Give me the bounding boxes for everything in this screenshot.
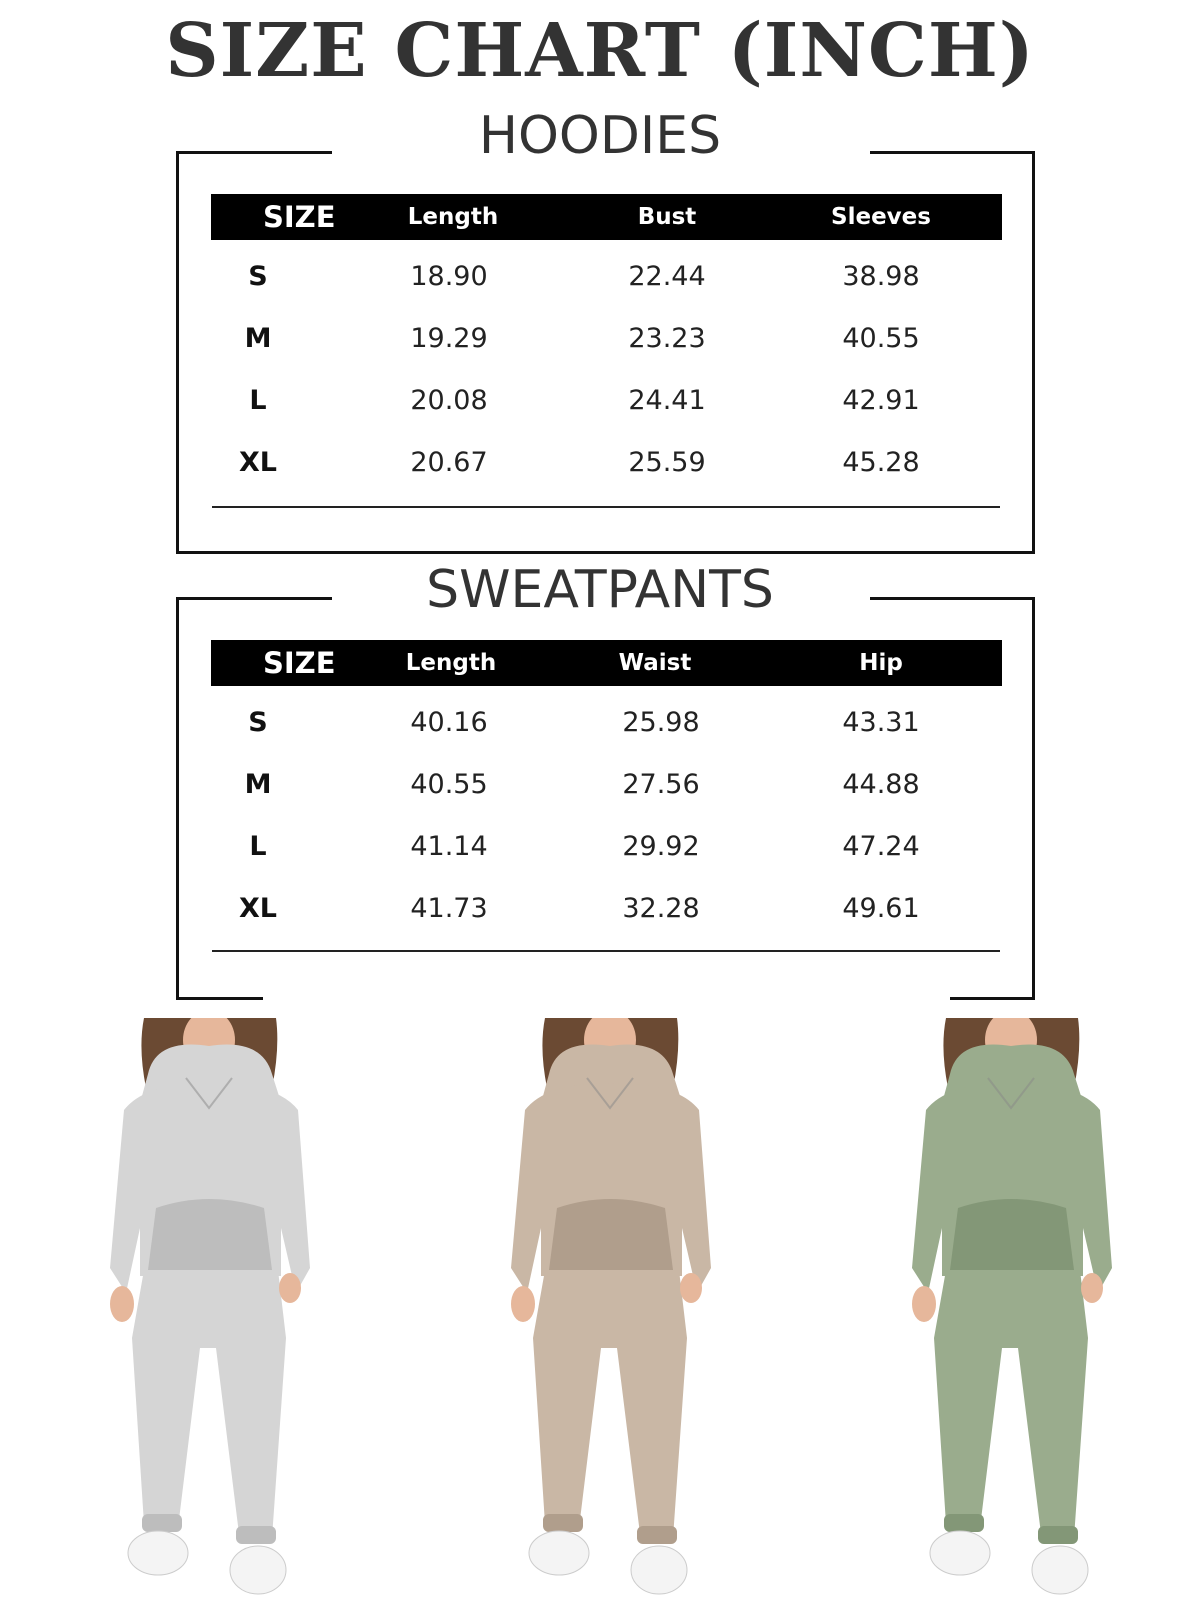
col-hip: Hip — [859, 650, 903, 676]
sleeves-cell: 42.91 — [842, 385, 920, 416]
hoodies-header — [211, 194, 1002, 240]
length-cell: 20.08 — [410, 385, 488, 416]
bust-cell: 24.41 — [628, 385, 706, 416]
size-cell: L — [249, 385, 267, 416]
sleeves-cell: 38.98 — [842, 261, 920, 292]
bust-cell: 22.44 — [628, 261, 706, 292]
size-cell: S — [248, 707, 268, 738]
sleeves-cell: 40.55 — [842, 323, 920, 354]
size-cell: S — [248, 261, 268, 292]
size-cell: L — [249, 831, 267, 862]
table-row — [211, 889, 1002, 929]
waist-cell: 32.28 — [622, 893, 700, 924]
col-size: SIZE — [263, 200, 336, 234]
page-title: SIZE CHART (INCH) — [165, 8, 1035, 94]
model-photo — [487, 1018, 737, 1600]
col-size: SIZE — [263, 646, 336, 680]
hoodies-title: HOODIES — [478, 106, 722, 166]
waist-cell: 29.92 — [622, 831, 700, 862]
table-row — [211, 257, 1002, 297]
length-cell: 41.14 — [410, 831, 488, 862]
length-cell: 20.67 — [410, 447, 488, 478]
sleeves-cell: 45.28 — [842, 447, 920, 478]
table-row — [211, 703, 1002, 743]
length-cell: 41.73 — [410, 893, 488, 924]
length-cell: 40.16 — [410, 707, 488, 738]
hip-cell: 44.88 — [842, 769, 920, 800]
table-row — [211, 319, 1002, 359]
bust-cell: 23.23 — [628, 323, 706, 354]
length-cell: 18.90 — [410, 261, 488, 292]
length-cell: 40.55 — [410, 769, 488, 800]
col-waist: Waist — [618, 650, 692, 676]
sweatpants-title: SWEATPANTS — [426, 560, 774, 620]
hip-cell: 47.24 — [842, 831, 920, 862]
bust-cell: 25.59 — [628, 447, 706, 478]
waist-cell: 27.56 — [622, 769, 700, 800]
hip-cell: 49.61 — [842, 893, 920, 924]
model-photos — [0, 1018, 1200, 1600]
hip-cell: 43.31 — [842, 707, 920, 738]
table-divider — [212, 506, 1000, 508]
sweatpants-header — [211, 640, 1002, 686]
col-length: Length — [407, 204, 499, 230]
table-row — [211, 765, 1002, 805]
col-sleeves: Sleeves — [831, 204, 931, 230]
table-row — [211, 827, 1002, 867]
length-cell: 19.29 — [410, 323, 488, 354]
col-bust: Bust — [637, 204, 697, 230]
model-photo — [888, 1018, 1138, 1600]
table-row — [211, 443, 1002, 483]
size-cell: XL — [238, 893, 278, 924]
size-cell: M — [244, 769, 272, 800]
table-divider — [212, 950, 1000, 952]
model-photo — [86, 1018, 336, 1600]
col-length: Length — [405, 650, 497, 676]
waist-cell: 25.98 — [622, 707, 700, 738]
size-cell: XL — [238, 447, 278, 478]
size-cell: M — [244, 323, 272, 354]
table-row — [211, 381, 1002, 421]
